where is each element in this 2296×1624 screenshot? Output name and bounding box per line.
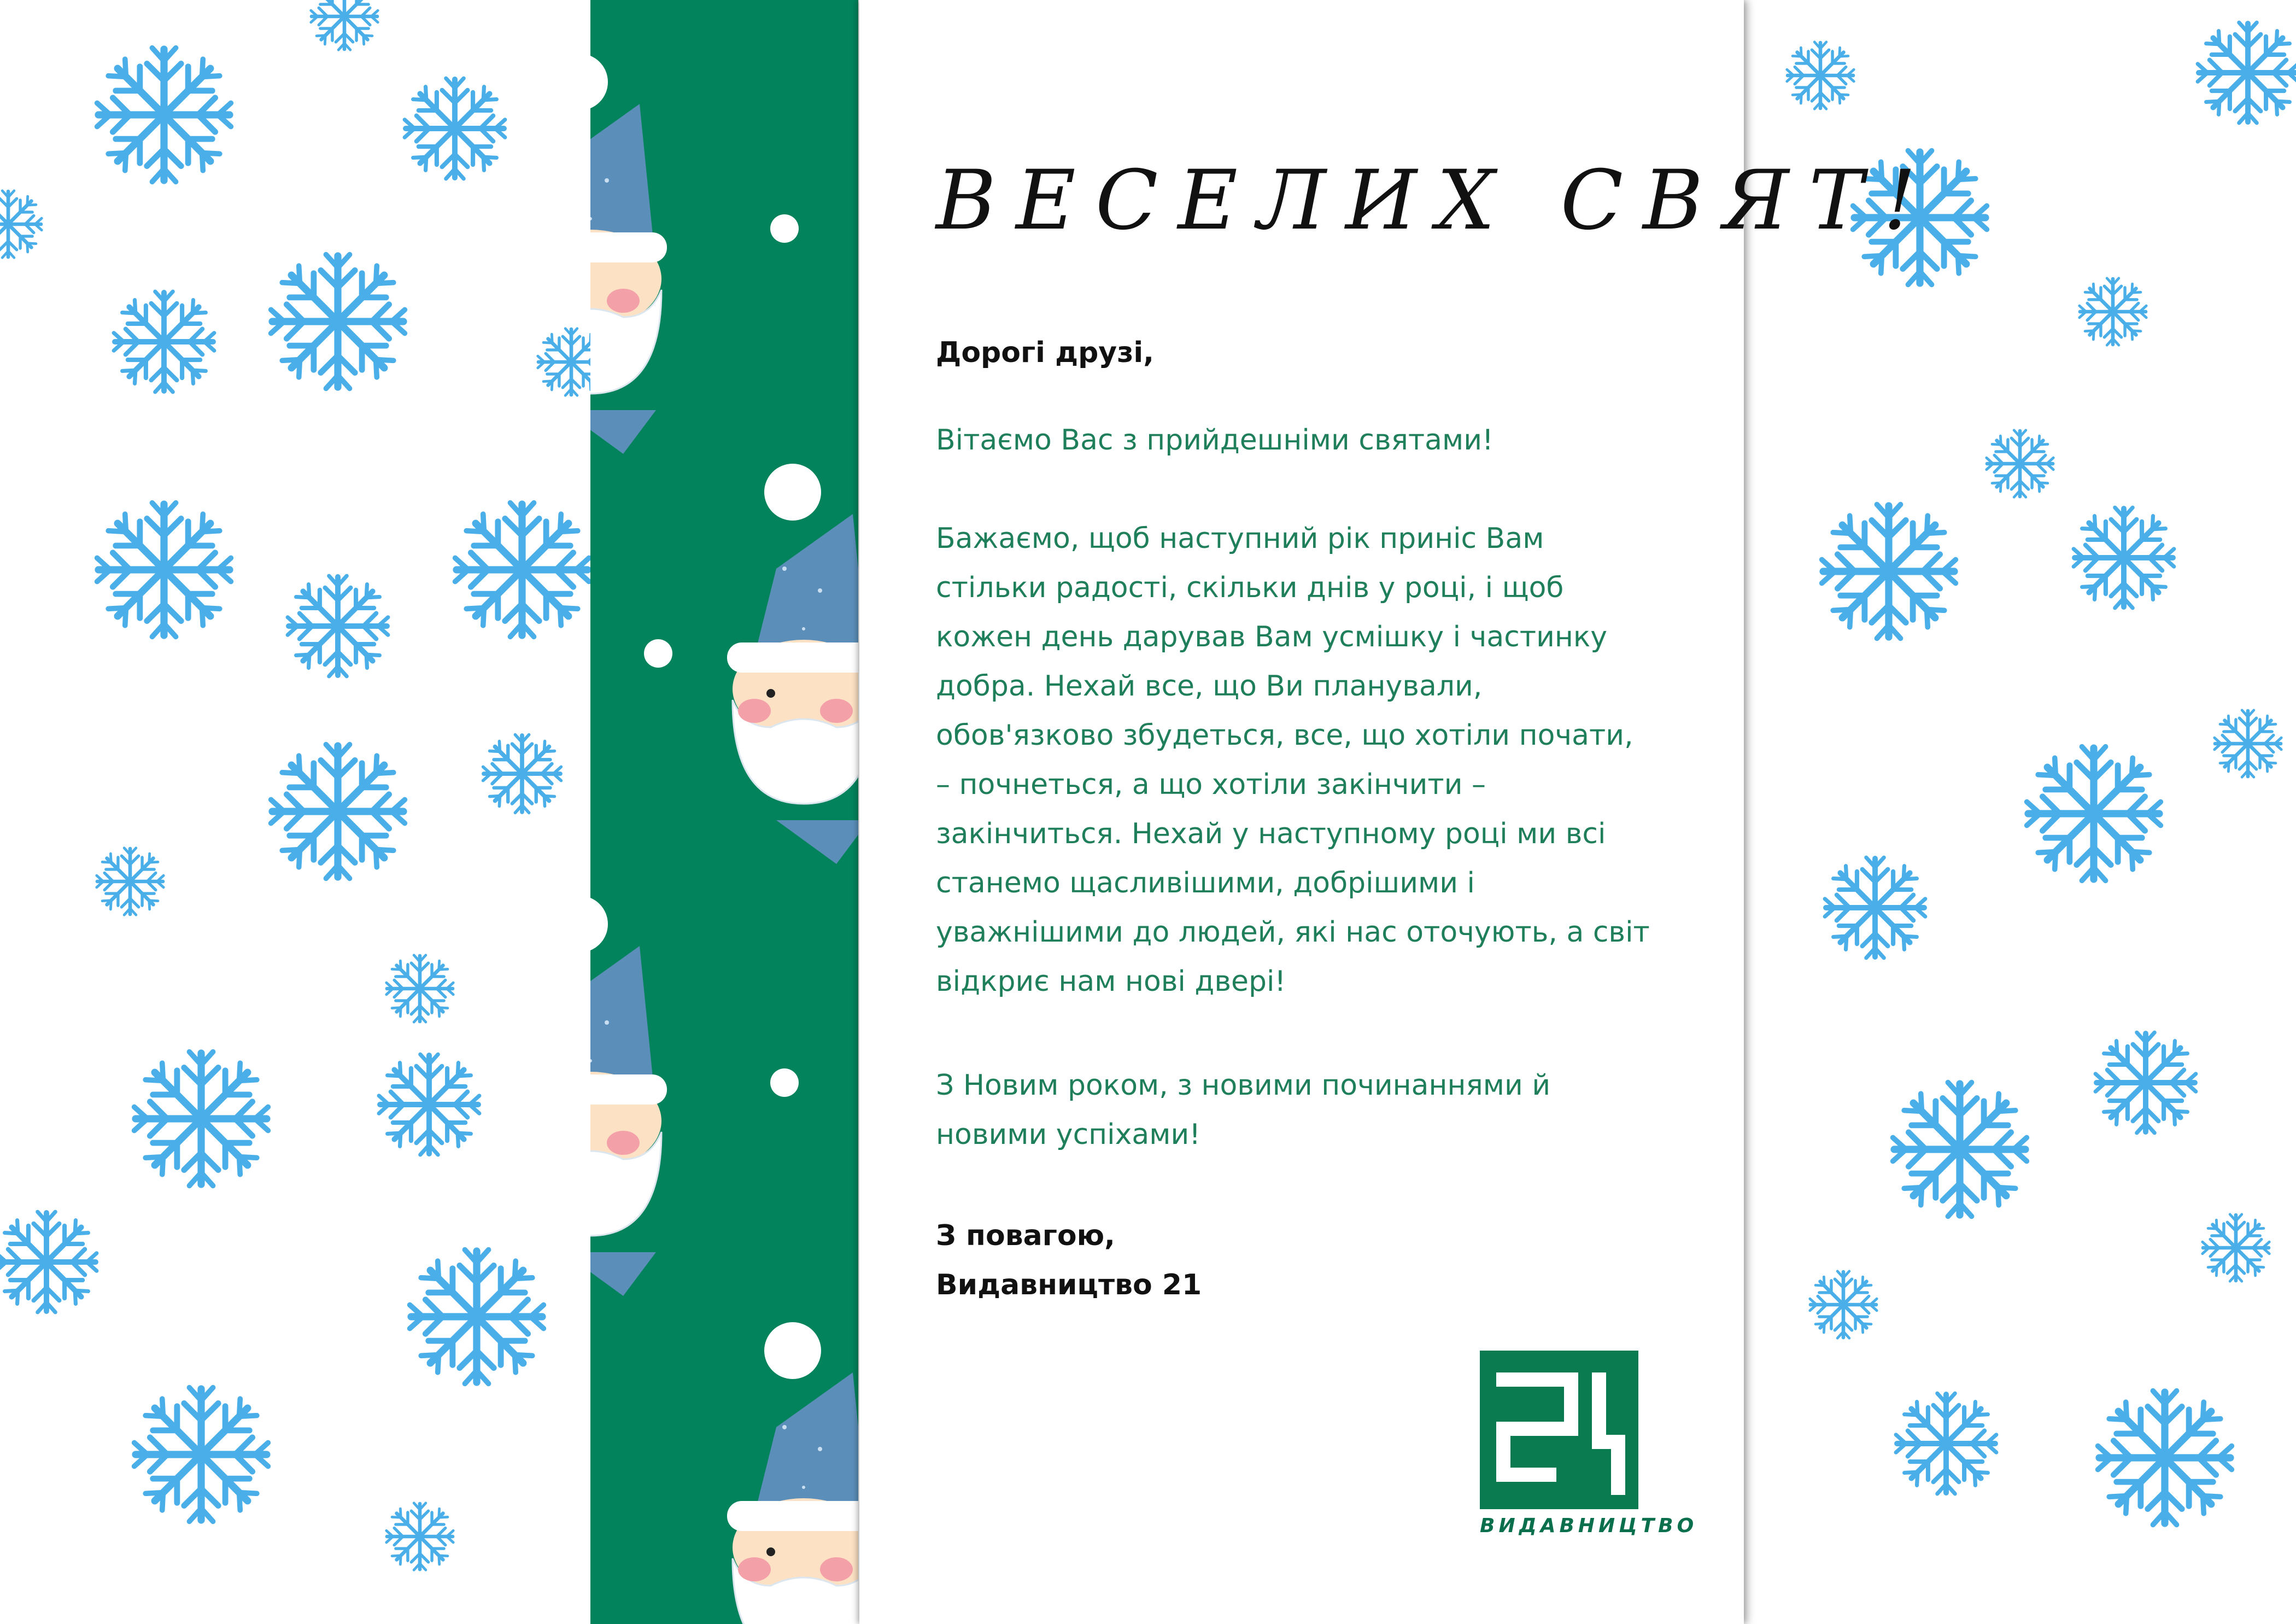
snowflake-icon bbox=[2027, 747, 2161, 881]
snowflake-icon bbox=[379, 1054, 479, 1155]
santa-strip bbox=[590, 0, 858, 1624]
snowflake-icon bbox=[134, 1052, 268, 1186]
letter-signature: З повагою, Видавництво 21 bbox=[936, 1219, 1202, 1301]
santa-icon bbox=[590, 896, 667, 1296]
santa-pattern bbox=[590, 0, 858, 1624]
snowflake-icon bbox=[386, 955, 453, 1022]
snowflake-icon bbox=[1825, 857, 1925, 958]
snowflake-icon bbox=[386, 1503, 453, 1570]
snowflake-icon bbox=[2080, 278, 2146, 345]
snowflake-icon bbox=[2215, 710, 2281, 777]
snowflake-icon bbox=[271, 255, 405, 389]
letter-title: ВЕСЕЛИХ СВЯТ! bbox=[936, 153, 1936, 248]
snowflake-icon bbox=[1787, 42, 1854, 109]
snowflake-icon bbox=[97, 848, 163, 915]
snowflake-icon bbox=[483, 735, 561, 813]
snowflake-icon bbox=[1822, 505, 1956, 639]
letter-paragraph: Вітаємо Вас з прийдешніми святами! bbox=[936, 424, 1493, 457]
letter-paragraph: З Новим роком, з новими починаннями й новими успіхами! bbox=[936, 1069, 1551, 1151]
snowflake-icon bbox=[405, 78, 505, 179]
logo-caption: ВИДАВНИЦТВО bbox=[1480, 1515, 1698, 1537]
snowflake-icon bbox=[2098, 1391, 2232, 1525]
greeting-letter bbox=[859, 0, 1936, 1624]
snowflake-icon bbox=[271, 745, 405, 879]
snowflake-icon bbox=[97, 48, 231, 182]
snowflake-icon bbox=[134, 1388, 268, 1522]
letter-greeting: Дорогі друзі, bbox=[936, 336, 1154, 369]
snowflake-icon bbox=[455, 503, 589, 637]
santa-icon bbox=[727, 464, 858, 864]
snowflake-icon bbox=[1896, 1393, 1996, 1494]
letter-paragraph: Бажаємо, щоб наступний рік приніс Вам стільки радості, скільки днів у році, і щоб кожен день дарував Вам усмішку і частинку добра. Нехай все, що Ви планували, обов'язково збудеться, все, що хотіли почати, – почнеться, а що хотіли закінчити – закінчиться. Нехай у наступному році ми всі станемо щасливішими, добрішими і уважнішими до людей, які нас оточують, а світ відкриє нам нові двері! bbox=[936, 522, 1650, 998]
snowflake-icon bbox=[2095, 1032, 2196, 1133]
snowflake-icon bbox=[410, 1250, 544, 1384]
snowflake-icon bbox=[97, 503, 231, 637]
snowflake-icon bbox=[288, 576, 388, 676]
santa-icon bbox=[590, 54, 667, 454]
snowflake-icon bbox=[2074, 507, 2174, 608]
snowflake-icon bbox=[2198, 22, 2296, 123]
snowflake-icon bbox=[114, 291, 214, 392]
snowflake-icon bbox=[311, 0, 378, 50]
snowflake-icon bbox=[1893, 1083, 2027, 1217]
snowflake-icon bbox=[2203, 1214, 2269, 1281]
snowflake-icon bbox=[1810, 1271, 1877, 1338]
snowflake-icon bbox=[0, 1212, 97, 1312]
logo-21-icon bbox=[1480, 1351, 1644, 1515]
publisher-logo bbox=[1480, 1351, 1698, 1537]
snowflake-icon bbox=[0, 191, 42, 258]
santa-icon bbox=[727, 1322, 858, 1624]
snowflake-icon bbox=[1987, 430, 2053, 497]
